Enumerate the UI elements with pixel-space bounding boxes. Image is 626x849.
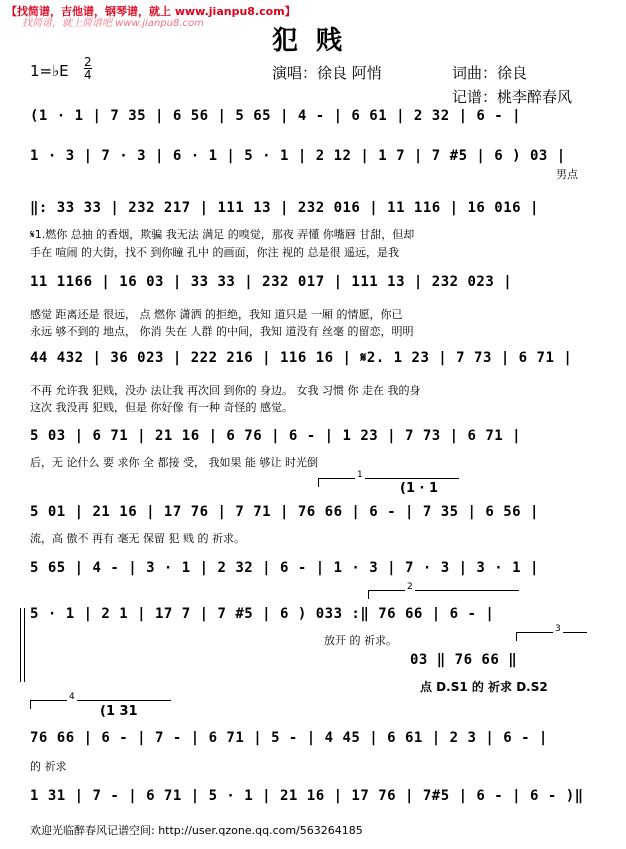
lyric-row-4b: 永远 够不到的 地点， 你消 失在 人群 的中间，我知 道没有 丝毫 的留恋，明明 xyxy=(30,325,414,338)
singer-credit: 演唱：徐良 阿悄 xyxy=(272,64,382,82)
transcriber-credit: 记谱：桃李醉春风 xyxy=(452,88,573,106)
watermark-faint-text: 找简谱，就上简谱吧 www.jianpu8.com xyxy=(22,18,204,29)
volta-label-4: 4 xyxy=(69,692,75,702)
lyric-row-11: 的 祈求 xyxy=(30,760,67,773)
notation-row-3: ‖: 33 33 | 232 217 | 111 13 | 232 016 | 11 116 | 16 016 | xyxy=(30,200,539,216)
watermark-text: 【找简谱，吉他谱，钢琴谱，就上 www.jianpu8.com】 xyxy=(6,5,296,18)
notation-row-7: 5 01 | 21 16 | 17 76 | 7 71 | 76 66 | 6 - | 7 35 | 6 56 | xyxy=(30,504,539,520)
lyric-row-5b: 这次 我没再 犯贱，但是 你好像 有一种 奇怪的 感觉。 xyxy=(30,401,293,414)
meter-top: 2 xyxy=(84,55,92,69)
lyric-row-7: 流，高 傲不 再有 毫无 保留 犯 贱 的 祈求。 xyxy=(30,532,245,545)
composer-credit: 词曲：徐良 xyxy=(452,64,528,82)
meter-bottom: 4 xyxy=(84,68,92,82)
volta-bracket-2 xyxy=(368,582,519,599)
notation-row-2: 1 · 3 | 7 · 3 | 6 · 1 | 5 · 1 | 2 12 | 1 7 | 7 #5 | 6 ) 03 | xyxy=(30,148,566,164)
lyric-row-4a: 感觉 距离还是 很远， 点 燃你 潇洒 的拒绝，我知 道只是 一厢 的情愿，你已 xyxy=(30,308,403,321)
notation-row-10: 03 ‖ 76 66 ‖ xyxy=(410,652,518,668)
volta-label-3: 3 xyxy=(555,624,561,634)
notation-row-12: 1 31 | 7 - | 6 71 | 5 · 1 | 21 16 | 17 76 | 7#5 | 6 - | 6 - )‖ xyxy=(30,788,584,804)
volta-bracket-3 xyxy=(516,624,587,641)
notation-row-11: 76 66 | 6 - | 7 - | 6 71 | 5 - | 4 45 | 6 61 | 2 3 | 6 - | xyxy=(30,730,548,746)
lyric-row-6: 后，无 论什么 要 求你 全 都接 受， 我如果 能 够让 时光倒 xyxy=(30,456,318,469)
lyric-row-3a: 𝄋1.燃你 总抽 的香烟，欺骗 我无法 满足 的嗅觉，那夜 弄懂 你嘴唇 甘甜，但却 xyxy=(30,228,415,241)
volta-note-1: (1 · 1 xyxy=(400,481,439,496)
notation-row-6: 5 03 | 6 71 | 21 16 | 6 76 | 6 - | 1 23 | 7 73 | 6 71 | xyxy=(30,428,522,444)
notation-row-9: 5 · 1 | 2 1 | 17 7 | 7 #5 | 6 ) 033 :‖ 76 66 | 6 - | xyxy=(30,606,495,622)
volta-label-1: 1 xyxy=(357,470,363,480)
lyric-row-5a: 不再 允许我 犯贱，没办 法让我 再次回 到你的 身边。 女我 习惯 你 走在 我的身 xyxy=(30,384,421,397)
footer-text: 欢迎光临醉春风记谱空间: http://user.qzone.qq.com/563264185 xyxy=(30,824,363,837)
notation-row-4: 11 1166 | 16 03 | 33 33 | 232 017 | 111 13 | 232 023 | xyxy=(30,274,513,290)
lyric-row-9: 放开 的 祈求。 xyxy=(324,634,397,647)
notation-row-1: (1 · 1 | 7 35 | 6 56 | 5 65 | 4 - | 6 61 | 2 32 | 6 - | xyxy=(30,108,522,124)
song-title: 犯贱 xyxy=(272,26,361,56)
time-signature xyxy=(84,56,92,81)
lyric-row-3b: 手在 喧闹 的大街，找不 到你瞳 孔中 的画面，你注 视的 总是很 遥远，是我 xyxy=(30,246,399,259)
notation-row-5: 44 432 | 36 023 | 222 216 | 116 16 | 𝄋2. 1 23 | 7 73 | 6 71 | xyxy=(30,350,573,366)
volta-label-2: 2 xyxy=(407,582,413,592)
notation-row-8: 5 65 | 4 - | 3 · 1 | 2 32 | 6 - | 1 · 3 | 7 · 3 | 3 · 1 | xyxy=(30,560,539,576)
volta-note-4: (1 31 xyxy=(100,704,138,719)
key-signature: 1=♭E xyxy=(30,62,69,80)
lyric-row-2: 男点 xyxy=(556,168,578,181)
system-bracket xyxy=(20,608,25,682)
ds-endings: 点 D.S1 的 祈求 D.S2 xyxy=(420,680,548,694)
